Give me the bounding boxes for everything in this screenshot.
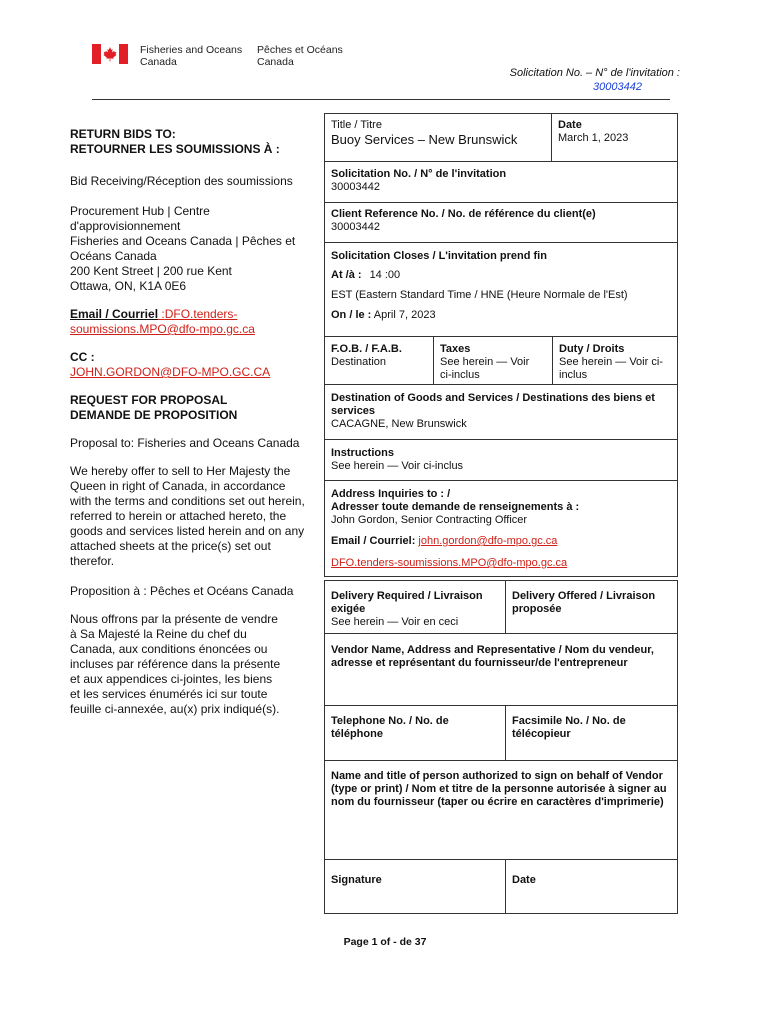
left-column xyxy=(70,127,320,729)
closing-date: April 7, 2023 xyxy=(373,309,436,321)
maple-leaf-icon xyxy=(101,44,119,64)
rfp-heading: REQUEST FOR PROPOSAL DEMANDE DE PROPOSITION xyxy=(70,393,238,422)
offer-text-fr: Nous offrons par la présente de vendre à Sa Majesté la Reine du chef du Canada, aux conditions énoncées ou incluses par référence dans la présente et aux appendices ci-jointes, les biens et les services énumérés ici sur toute feuille ci-annexée, au(x) prix indiqué(s). xyxy=(70,612,281,716)
authorized-signatory-cell[interactable]: Name and title of person authorized to sign on behalf of Vendor (type or print) / Nom et titre de la personne autorisée à signer au nom du fournisseur (taper ou écrire en caractères d'imprimerie) xyxy=(331,770,667,808)
title-cell: Title / Titre Buoy Services – New Brunswick xyxy=(325,116,551,151)
department-name-fr: Pêches et Océans Canada xyxy=(257,44,343,68)
solicitation-number: 30003442 xyxy=(593,81,642,93)
date-cell: Date March 1, 2023 xyxy=(552,116,678,148)
bid-receiving: Bid Receiving/Réception des soumissions xyxy=(70,174,293,188)
proposal-to: Proposal to: Fisheries and Oceans Canada xyxy=(70,436,300,450)
email-link[interactable]: DFO.tenders- xyxy=(164,307,238,321)
fob-cell: F.O.B. / F.A.B. Destination xyxy=(331,343,402,368)
telephone-cell[interactable]: Telephone No. / No. de téléphone xyxy=(331,715,449,740)
email-label: Email / Courriel xyxy=(70,307,159,321)
header-divider xyxy=(92,99,670,100)
canada-flag-logo xyxy=(92,44,128,64)
solicitation-header: Solicitation No. – N° de l'invitation : 30003442 xyxy=(380,66,680,94)
destination-cell: Destination of Goods and Services / Destinations des biens et services CACAGNE, New Brunswick xyxy=(331,392,655,430)
procurement-address: Procurement Hub | Centre d'approvisionnement Fisheries and Oceans Canada | Pêches et Océans Canada 200 Kent Street | 200 rue Kent Ottawa, ON, K1A 0E6 xyxy=(70,204,296,293)
email-link-continued[interactable]: soumissions.MPO@dfo-mpo.gc.ca xyxy=(70,322,255,336)
inquiry-email-link[interactable]: john.gordon@dfo-mpo.gc.ca xyxy=(418,535,558,547)
proposition-fr: Proposition à : Pêches et Océans Canada xyxy=(70,584,294,598)
tenders-email-link[interactable]: DFO.tenders-soumissions.MPO@dfo-mpo.gc.ca xyxy=(331,557,568,569)
solicitation-info-box xyxy=(324,113,678,577)
title-value: Buoy Services – New Brunswick xyxy=(331,132,518,147)
vendor-info-box xyxy=(324,580,678,914)
signature-cell[interactable]: Signature xyxy=(331,874,382,886)
signature-date-cell[interactable]: Date xyxy=(512,874,536,886)
cc-block: CC : JOHN.GORDON@DFO-MPO.GC.CA xyxy=(70,350,320,380)
vendor-name-cell[interactable]: Vendor Name, Address and Representative / Nom du vendeur, adresse et représentant du fournisseur/de l'entrepreneur xyxy=(331,644,654,669)
closing-time: 14 :00 xyxy=(369,269,401,281)
timezone-note: EST (Eastern Standard Time / HNE (Heure Normale de l'Est) xyxy=(331,289,628,301)
inquiries-cell: Address Inquiries to : / Adresser toute demande de renseignements à : John Gordon, Senior Contracting Officer Email / Courriel: john.gordon@dfo-mpo.gc.ca DFO.tenders-soumissions.MPO@dfo-mpo.gc.ca xyxy=(325,485,677,573)
facsimile-cell[interactable]: Facsimile No. / No. de télécopieur xyxy=(512,715,626,740)
delivery-offered-cell[interactable]: Delivery Offered / Livraison proposée xyxy=(512,590,656,615)
cc-email-link[interactable]: JOHN.GORDON@DFO-MPO.GC.CA xyxy=(70,365,271,379)
date-value: March 1, 2023 xyxy=(558,132,629,144)
closing-cell: Solicitation Closes / L'invitation prend fin At /à : 14 :00 EST (Eastern Standard Time / HNE (Heure Normale de l'Est) On / le : April 7, 2023 xyxy=(325,247,677,325)
page-number: Page 1 of - de 37 xyxy=(343,936,427,948)
instructions-cell: Instructions See herein — Voir ci-inclus xyxy=(331,447,464,472)
solicitation-no-cell: Solicitation No. / N° de l'invitation 30003442 xyxy=(331,168,507,193)
email-block: Email / Courriel :DFO.tenders- soumissions.MPO@dfo-mpo.gc.ca xyxy=(70,307,255,336)
offer-text-en: We hereby offer to sell to Her Majesty the Queen in right of Canada, in accordance with the terms and conditions set out herein, referred to herein or attached hereto, the goods and services listed herein and on any attached sheets at the price(s) set out therefor. xyxy=(70,464,305,568)
delivery-required-cell: Delivery Required / Livraison exigée See herein — Voir en ceci xyxy=(331,590,483,628)
department-name-en: Fisheries and Oceans Canada xyxy=(140,44,243,68)
client-reference-cell: Client Reference No. / No. de référence du client(e) 30003442 xyxy=(331,208,596,233)
duty-cell: Duty / Droits See herein — Voir ci-inclus xyxy=(559,343,663,381)
taxes-cell: Taxes See herein — Voir ci-inclus xyxy=(440,343,530,381)
return-bids-heading: RETURN BIDS TO: RETOURNER LES SOUMISSIONS À : xyxy=(70,127,280,156)
